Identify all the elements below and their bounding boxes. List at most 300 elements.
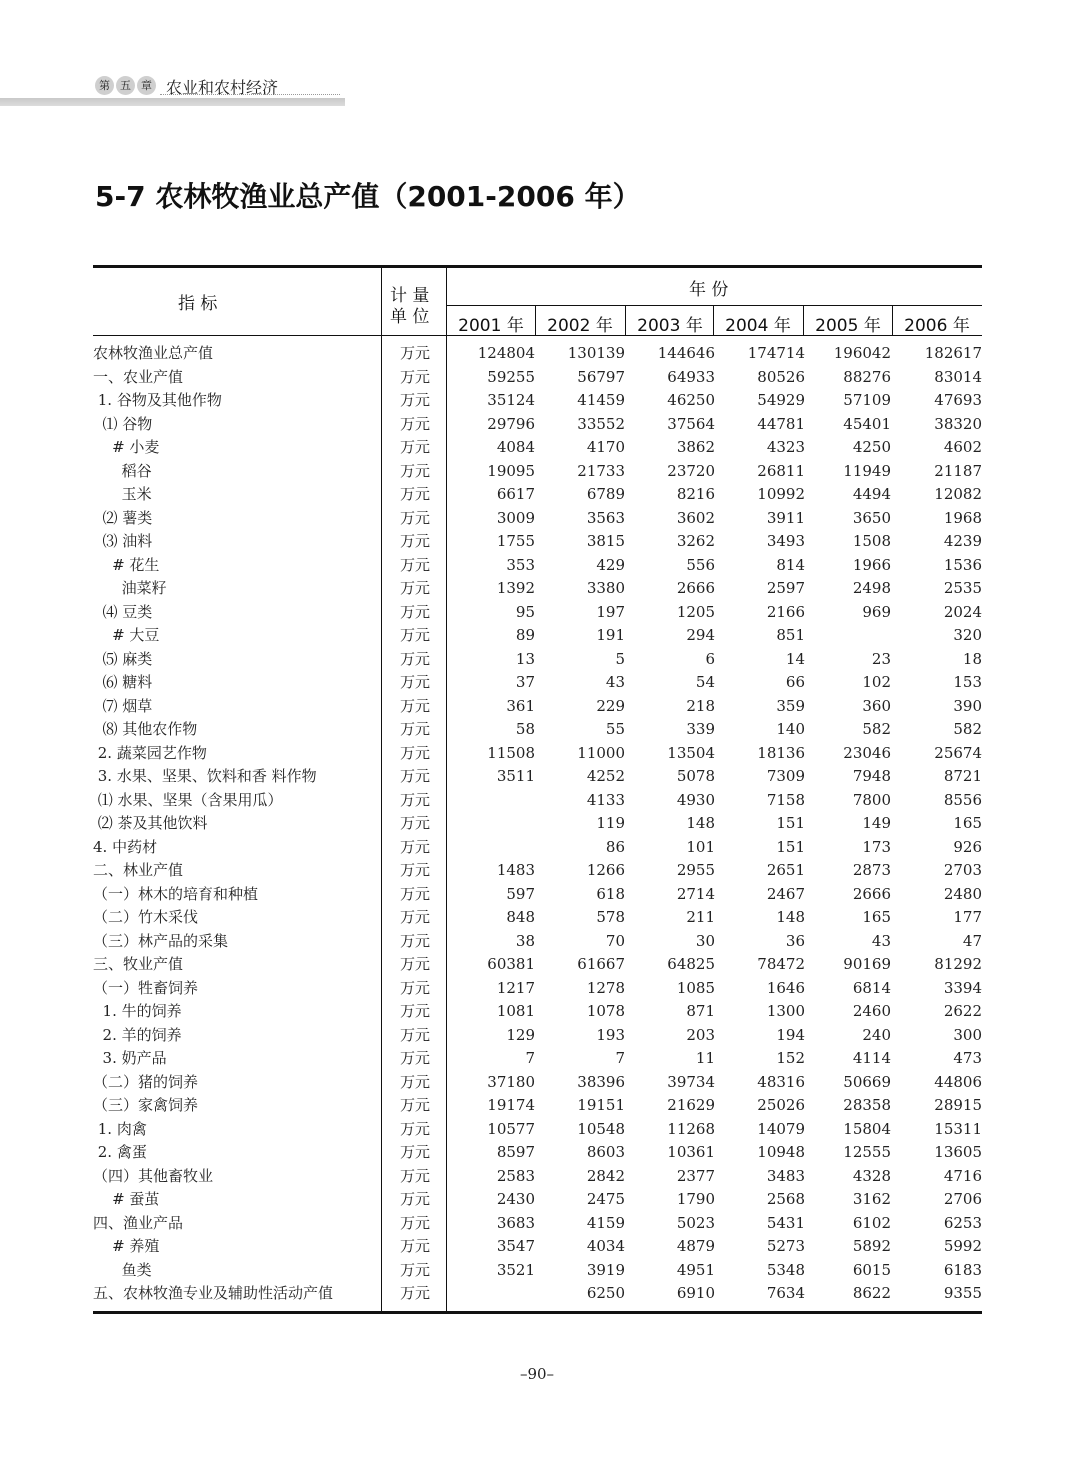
row-unit: 万元 (399, 931, 430, 950)
value-cell: 47 (962, 931, 982, 950)
value-cell: 4716 (943, 1166, 982, 1185)
row-label: # 花生 (93, 555, 160, 574)
value-cell: 66 (785, 673, 805, 691)
table-row (93, 1000, 982, 1024)
value-cell: 2467 (766, 884, 805, 903)
value-cell: 2842 (586, 1166, 625, 1185)
value-cell: 88276 (843, 367, 891, 386)
chapter-bar (0, 98, 345, 106)
row-unit: 万元 (399, 1190, 430, 1208)
value-cell: 1205 (676, 602, 715, 621)
row-unit: 万元 (399, 649, 430, 668)
value-cell: 95 (515, 602, 535, 621)
value-cell: 15311 (934, 1119, 982, 1138)
table-row (93, 1212, 982, 1236)
value-cell: 80526 (757, 367, 805, 386)
value-cell: 10577 (487, 1119, 535, 1138)
value-cell: 1483 (496, 861, 535, 879)
table-top-rule (93, 265, 982, 268)
value-cell: 5 (615, 649, 625, 668)
row-unit: 万元 (399, 1025, 430, 1044)
value-cell: 196042 (833, 344, 891, 362)
value-cell: 2568 (766, 1190, 805, 1208)
value-cell: 37180 (487, 1072, 535, 1091)
value-cell: 149 (862, 814, 891, 832)
year-header-rule (446, 305, 982, 306)
value-cell: 4170 (586, 438, 625, 456)
row-unit: 万元 (399, 955, 430, 973)
value-cell: 8622 (852, 1284, 891, 1302)
value-cell: 203 (686, 1025, 715, 1044)
value-cell: 7 (615, 1049, 625, 1067)
value-cell: 6789 (586, 485, 625, 503)
value-cell: 1081 (496, 1002, 535, 1020)
row-label: ⑻ 其他农作物 (93, 720, 198, 738)
value-cell: 89 (515, 626, 535, 644)
row-label: 稻谷 (93, 461, 152, 480)
value-cell: 5431 (766, 1213, 805, 1232)
row-unit: 万元 (399, 1213, 430, 1232)
value-cell: 59255 (487, 367, 535, 386)
row-label: ⑵ 薯类 (93, 508, 153, 527)
row-unit: 万元 (399, 696, 430, 715)
row-unit: 万元 (399, 884, 430, 903)
value-cell: 129 (506, 1025, 535, 1044)
row-label: （二）竹木采伐 (93, 908, 199, 926)
chapter-title: 农业和农村经济 (166, 78, 279, 97)
row-label: 2. 羊的饲养 (93, 1025, 182, 1044)
value-cell: 60381 (487, 955, 535, 973)
table-row (93, 742, 982, 766)
row-label: # 大豆 (93, 626, 160, 644)
value-cell: 61667 (577, 955, 625, 973)
value-cell: 6617 (496, 485, 535, 503)
row-unit: 万元 (399, 1237, 430, 1255)
value-cell: 2873 (852, 861, 891, 879)
table-row (93, 1188, 982, 1212)
table-row (93, 483, 982, 507)
table-row (93, 1141, 982, 1165)
row-label: 农林牧渔业总产值 (93, 344, 214, 362)
value-cell: 2666 (676, 579, 715, 597)
value-cell: 15804 (843, 1119, 891, 1138)
row-unit: 万元 (399, 1260, 430, 1279)
row-unit: 万元 (399, 579, 430, 597)
row-label: 四、渔业产品 (93, 1213, 184, 1232)
value-cell: 848 (506, 908, 535, 926)
row-label: ⑵ 茶及其他饮料 (93, 814, 208, 832)
row-label: 1. 谷物及其他作物 (93, 391, 222, 409)
value-cell: 124804 (477, 344, 535, 362)
table-row (93, 1024, 982, 1048)
value-cell: 3394 (943, 978, 982, 997)
value-cell: 3862 (676, 438, 715, 456)
value-cell: 140 (776, 720, 805, 738)
table-row (93, 1118, 982, 1142)
value-cell: 6910 (676, 1284, 715, 1302)
value-cell: 4239 (943, 532, 982, 550)
value-cell: 29796 (487, 414, 535, 433)
row-unit: 万元 (399, 720, 430, 738)
value-cell: 11949 (843, 461, 891, 480)
value-cell: 37564 (667, 414, 715, 433)
value-cell: 19095 (487, 461, 535, 480)
value-cell: 3911 (766, 508, 805, 527)
table-row (93, 577, 982, 601)
value-cell: 153 (953, 673, 982, 691)
value-cell: 582 (862, 720, 891, 738)
value-cell: 21187 (934, 461, 982, 480)
value-cell: 926 (953, 837, 982, 856)
table-row (93, 953, 982, 977)
value-cell: 339 (686, 720, 715, 738)
table-row (93, 765, 982, 789)
table-row (93, 883, 982, 907)
table-row (93, 601, 982, 625)
value-cell: 43 (871, 931, 891, 950)
row-label: ⑷ 豆类 (93, 602, 153, 621)
value-cell: 8721 (943, 767, 982, 785)
row-label: 3. 奶产品 (93, 1049, 167, 1067)
value-cell: 37 (515, 673, 535, 691)
value-cell: 353 (506, 555, 535, 574)
row-label: # 小麦 (93, 438, 160, 456)
value-cell: 11508 (487, 743, 535, 762)
value-cell: 320 (953, 626, 982, 644)
row-unit: 万元 (399, 1166, 430, 1185)
value-cell: 7800 (852, 790, 891, 809)
value-cell: 7948 (852, 767, 891, 785)
year-header: 2006 年 (904, 316, 970, 336)
table-row (93, 812, 982, 836)
value-cell: 1278 (586, 978, 625, 997)
row-label: 2. 禽蛋 (93, 1143, 147, 1161)
value-cell: 6250 (586, 1284, 625, 1302)
table-row (93, 366, 982, 390)
value-cell: 4323 (766, 438, 805, 456)
value-cell: 5992 (943, 1237, 982, 1255)
table-row (93, 530, 982, 554)
value-cell: 64933 (667, 367, 715, 386)
value-cell: 10361 (667, 1143, 715, 1161)
value-cell: 2706 (943, 1190, 982, 1208)
value-cell: 597 (506, 884, 535, 903)
table-row (93, 836, 982, 860)
row-label: （一）牲畜饲养 (93, 978, 199, 997)
row-unit: 万元 (399, 391, 430, 409)
value-cell: 28358 (843, 1096, 891, 1114)
value-cell: 8597 (496, 1143, 535, 1161)
value-cell: 578 (596, 908, 625, 926)
value-cell: 294 (686, 626, 715, 644)
value-cell: 5023 (676, 1213, 715, 1232)
table-row (93, 1235, 982, 1259)
table-row (93, 859, 982, 883)
header-unit: 计 量 (390, 286, 430, 306)
chapter-badge-char: 第 (95, 76, 114, 95)
value-cell: 101 (686, 837, 715, 856)
value-cell: 10548 (577, 1119, 625, 1138)
value-cell: 3521 (496, 1260, 535, 1279)
table-row (93, 460, 982, 484)
row-unit: 万元 (399, 508, 430, 527)
table-row (93, 413, 982, 437)
year-header: 2001 年 (458, 316, 524, 336)
value-cell: 10992 (757, 485, 805, 503)
row-label: 玉米 (93, 485, 152, 503)
value-cell: 361 (506, 696, 535, 715)
value-cell: 2166 (766, 602, 805, 621)
value-cell: 4159 (586, 1213, 625, 1232)
value-cell: 5078 (676, 767, 715, 785)
value-cell: 4930 (676, 790, 715, 809)
value-cell: 21733 (577, 461, 625, 480)
value-cell: 360 (862, 696, 891, 715)
row-label: 4. 中药材 (93, 837, 158, 856)
chapter-badge-char: 章 (137, 76, 156, 95)
value-cell: 1790 (676, 1190, 715, 1208)
value-cell: 58 (515, 720, 535, 738)
value-cell: 191 (596, 626, 625, 644)
value-cell: 4133 (586, 790, 625, 809)
value-cell: 4602 (943, 438, 982, 456)
value-cell: 36 (785, 931, 805, 950)
value-cell: 197 (596, 602, 625, 621)
row-label: ⑴ 水果、坚果（含果用瓜） (93, 790, 283, 809)
value-cell: 969 (862, 602, 891, 621)
table-row (93, 648, 982, 672)
row-unit: 万元 (399, 1002, 430, 1020)
row-label: 1. 牛的饲养 (93, 1002, 182, 1020)
value-cell: 44781 (757, 414, 805, 433)
header-indicator: 指 标 (178, 294, 218, 314)
value-cell: 4250 (852, 438, 891, 456)
value-cell: 70 (605, 931, 625, 950)
row-label: 2. 蔬菜园艺作物 (93, 743, 207, 762)
value-cell: 7309 (766, 767, 805, 785)
table-row (93, 671, 982, 695)
year-header: 2003 年 (637, 316, 703, 336)
value-cell: 8556 (943, 790, 982, 809)
value-cell: 23720 (667, 461, 715, 480)
value-cell: 2651 (766, 861, 805, 879)
value-cell: 12082 (934, 485, 982, 503)
value-cell: 86 (605, 837, 625, 856)
value-cell: 25026 (757, 1096, 805, 1114)
value-cell: 44806 (934, 1072, 982, 1091)
value-cell: 83014 (934, 367, 982, 386)
value-cell: 1300 (766, 1002, 805, 1020)
row-label: ⑹ 糖料 (93, 673, 153, 691)
value-cell: 19151 (577, 1096, 625, 1114)
value-cell: 3009 (496, 508, 535, 527)
value-cell: 173 (862, 837, 891, 856)
value-cell: 2430 (496, 1190, 535, 1208)
year-header: 2005 年 (815, 316, 881, 336)
row-unit: 万元 (399, 837, 430, 856)
row-label: 二、林业产值 (93, 861, 184, 879)
value-cell: 2597 (766, 579, 805, 597)
value-cell: 13504 (667, 743, 715, 762)
table-row (93, 1282, 982, 1306)
value-cell: 4034 (586, 1237, 625, 1255)
value-cell: 35124 (487, 391, 535, 409)
value-cell: 57109 (843, 391, 891, 409)
chapter-header (0, 70, 345, 108)
value-cell: 193 (596, 1025, 625, 1044)
value-cell: 1646 (766, 978, 805, 997)
table-row (93, 554, 982, 578)
value-cell: 81292 (934, 955, 982, 973)
value-cell: 6183 (943, 1260, 982, 1279)
value-cell: 11 (695, 1049, 715, 1067)
value-cell: 174714 (747, 344, 805, 362)
value-cell: 194 (776, 1025, 805, 1044)
value-cell: 3547 (496, 1237, 535, 1255)
value-cell: 4494 (852, 485, 891, 503)
value-cell: 7 (525, 1049, 535, 1067)
value-cell: 6814 (852, 978, 891, 997)
value-cell: 2703 (943, 861, 982, 879)
value-cell: 18136 (757, 743, 805, 762)
value-cell: 2377 (676, 1166, 715, 1185)
value-cell: 9355 (943, 1284, 982, 1302)
value-cell: 18 (962, 649, 982, 668)
value-cell: 12555 (843, 1143, 891, 1161)
value-cell: 47693 (934, 391, 982, 409)
value-cell: 582 (953, 720, 982, 738)
row-unit: 万元 (399, 555, 430, 574)
row-unit: 万元 (399, 1049, 430, 1067)
value-cell: 11268 (667, 1119, 715, 1138)
row-unit: 万元 (399, 414, 430, 433)
value-cell: 1508 (852, 532, 891, 550)
row-unit: 万元 (399, 908, 430, 926)
value-cell: 48316 (757, 1072, 805, 1091)
value-cell: 13 (515, 649, 535, 668)
value-cell: 11000 (577, 743, 625, 762)
value-cell: 10948 (757, 1143, 805, 1161)
page-number: –90– (519, 1365, 555, 1383)
row-label: 1. 肉禽 (93, 1119, 147, 1138)
value-cell: 90169 (843, 955, 891, 973)
value-cell: 229 (596, 696, 625, 715)
table-row (93, 389, 982, 413)
row-label: ⑸ 麻类 (93, 649, 153, 668)
value-cell: 211 (686, 908, 715, 926)
value-cell: 3650 (852, 508, 891, 527)
table-row (93, 624, 982, 648)
value-cell: 119 (596, 814, 625, 832)
value-cell: 38396 (577, 1072, 625, 1091)
value-cell: 1078 (586, 1002, 625, 1020)
value-cell: 4084 (496, 438, 535, 456)
row-unit: 万元 (399, 344, 430, 362)
value-cell: 359 (776, 696, 805, 715)
value-cell: 1755 (496, 532, 535, 550)
row-unit: 万元 (399, 461, 430, 480)
value-cell: 3683 (496, 1213, 535, 1232)
table-bottom-rule (93, 1311, 982, 1314)
value-cell: 64825 (667, 955, 715, 973)
value-cell: 165 (953, 814, 982, 832)
row-label: （三）林产品的采集 (93, 931, 229, 950)
value-cell: 23 (871, 649, 891, 668)
value-cell: 1968 (943, 508, 982, 527)
value-cell: 151 (776, 837, 805, 856)
table-row (93, 789, 982, 813)
value-cell: 1266 (586, 861, 625, 879)
value-cell: 3815 (586, 532, 625, 550)
value-cell: 1217 (496, 978, 535, 997)
value-cell: 3602 (676, 508, 715, 527)
table-row (93, 436, 982, 460)
value-cell: 4879 (676, 1237, 715, 1255)
value-cell: 814 (776, 555, 805, 574)
value-cell: 14079 (757, 1119, 805, 1138)
row-label: （四）其他畜牧业 (93, 1166, 214, 1185)
row-unit: 万元 (399, 1072, 430, 1091)
value-cell: 2480 (943, 884, 982, 903)
year-header: 2004 年 (725, 316, 791, 336)
value-cell: 5273 (766, 1237, 805, 1255)
row-unit: 万元 (399, 367, 430, 386)
row-unit: 万元 (399, 485, 430, 503)
chapter-badge-char: 五 (116, 76, 135, 95)
value-cell: 26811 (757, 461, 805, 480)
value-cell: 46250 (667, 391, 715, 409)
value-cell: 7634 (766, 1284, 805, 1302)
row-unit: 万元 (399, 767, 430, 785)
value-cell: 50669 (843, 1072, 891, 1091)
value-cell: 45401 (843, 414, 891, 433)
table-row (93, 695, 982, 719)
value-cell: 5892 (852, 1237, 891, 1255)
value-cell: 2475 (586, 1190, 625, 1208)
value-cell: 23046 (843, 743, 891, 762)
value-cell: 13605 (934, 1143, 982, 1161)
row-label: # 养殖 (93, 1237, 160, 1255)
value-cell: 2535 (943, 579, 982, 597)
table-row (93, 1165, 982, 1189)
value-cell: 871 (686, 1002, 715, 1020)
value-cell: 3262 (676, 532, 715, 550)
row-unit: 万元 (399, 673, 430, 691)
value-cell: 218 (686, 696, 715, 715)
value-cell: 3483 (766, 1166, 805, 1185)
value-cell: 2460 (852, 1002, 891, 1020)
value-cell: 2955 (676, 861, 715, 879)
table-body (93, 342, 982, 1306)
value-cell: 2498 (852, 579, 891, 597)
row-label: 3. 水果、坚果、饮料和香 料作物 (93, 767, 317, 785)
value-cell: 1536 (943, 555, 982, 574)
value-cell: 165 (862, 908, 891, 926)
value-cell: 78472 (757, 955, 805, 973)
value-cell: 182617 (924, 344, 982, 362)
value-cell: 4951 (676, 1260, 715, 1279)
header-year: 年 份 (689, 280, 729, 300)
value-cell: 3493 (766, 532, 805, 550)
table-row (93, 1047, 982, 1071)
value-cell: 39734 (667, 1072, 715, 1091)
value-cell: 8216 (676, 485, 715, 503)
value-cell: 4114 (852, 1049, 891, 1067)
value-cell: 21629 (667, 1096, 715, 1114)
value-cell: 38 (515, 931, 535, 950)
value-cell: 618 (596, 884, 625, 903)
table-row (93, 1071, 982, 1095)
